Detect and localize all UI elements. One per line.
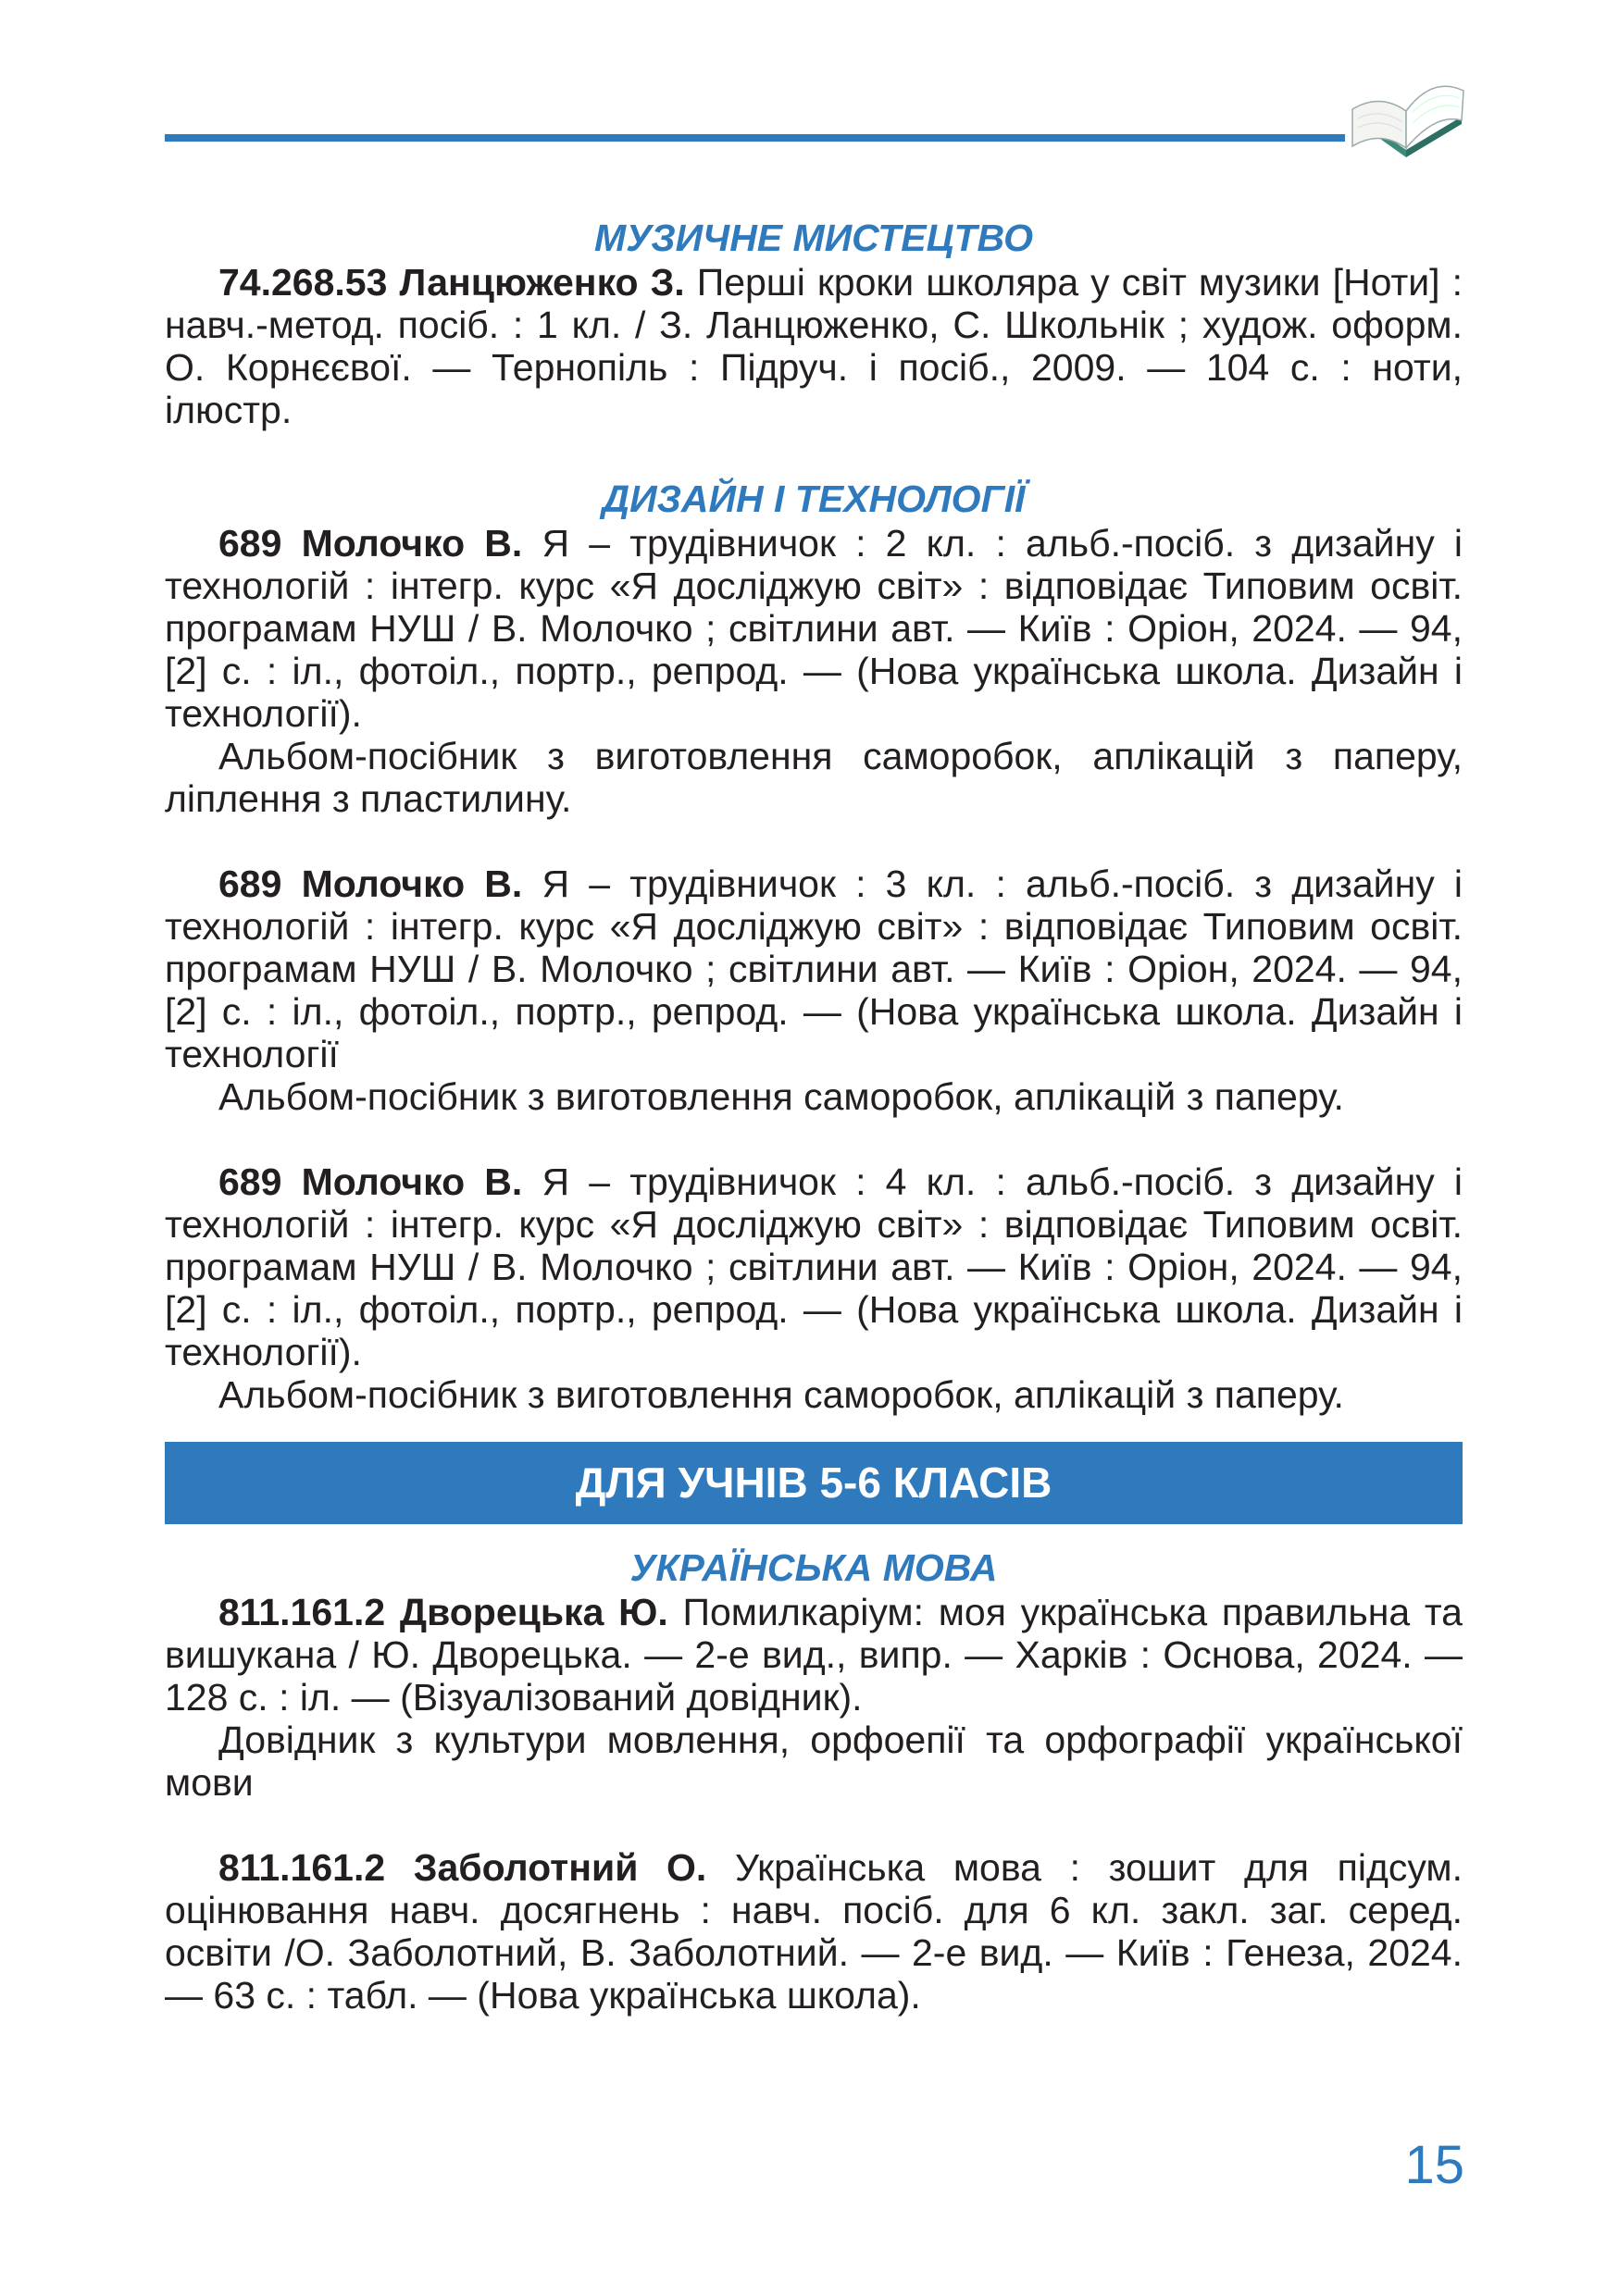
entry-author: Молочко В. <box>301 522 523 565</box>
entry-description: Я – трудівничок : 4 кл. : альб.-посіб. з дизайну і технологій : інтегр. курс «Я досліджую світ» : відповідає Типовим освіт. програмам НУШ / В. Молочко ; світлини авт. — Київ : Оріон, 2024. — 94, [2] с. : іл., фотоіл., портр., репрод. — (Нова українська школа. Дизайн і технології). <box>165 1160 1463 1373</box>
bibliography-entry <box>165 522 1463 820</box>
bibliography-entry <box>165 1846 1463 2017</box>
entry-author: Заболотний О. <box>413 1846 707 1889</box>
bibliography-entry <box>165 1591 1463 1804</box>
page-content <box>165 215 1463 2017</box>
entry-annotation: Альбом-посібник з виготовлення саморобок, аплікацій з паперу. <box>218 1373 1344 1416</box>
open-book-icon <box>1347 65 1467 167</box>
page-number: 15 <box>1404 2135 1464 2195</box>
section-title-design: ДИЗАЙН І ТЕХНОЛОГІЇ <box>602 478 1026 520</box>
bibliography-entry <box>165 863 1463 1118</box>
entry-code: 811.161.2 <box>218 1591 386 1633</box>
entry-annotation: Альбом-посібник з виготовлення саморобок, аплікацій з паперу, ліплення з пластилину. <box>165 735 1463 820</box>
entry-description: Перші кроки школяра у світ музики [Ноти] : навч.-метод. посіб. : 1 кл. / З. Ланцюженко, С. Школьнік ; худож. оформ. О. Корнєєвої. — Тернопіль : Підруч. і посіб., 2009. — 104 с. : ноти, ілюстр. <box>165 261 1463 431</box>
bibliography-entry <box>165 261 1463 431</box>
section-title-ukrainian: УКРАЇНСЬКА МОВА <box>629 1546 998 1589</box>
header-rule <box>165 134 1345 142</box>
entry-annotation: Довідник з культури мовлення, орфоепії та орфографії української мови <box>165 1719 1463 1804</box>
entry-code: 74.268.53 <box>218 261 388 304</box>
entry-code: 811.161.2 <box>218 1846 386 1889</box>
entry-author: Молочко В. <box>301 1160 523 1203</box>
entry-author: Ланцюженко З. <box>399 261 685 304</box>
entry-code: 689 <box>218 1160 282 1203</box>
entry-description: Помилкаріум: моя українська правильна та вишукана / Ю. Дворецька. — 2-е вид., випр. — Харків : Основа, 2024. — 128 с. : іл. — (Візуалізований довідник). <box>165 1591 1463 1719</box>
entry-description: Українська мова : зошит для підсум. оцінювання навч. досягнень : навч. посіб. для 6 кл. закл. заг. серед. освіти /О. Заболотний, В. Заболотний. — 2-е вид. — Київ : Генеза, 2024. — 63 с. : табл. — (Нова українська школа). <box>165 1846 1463 2017</box>
entry-code: 689 <box>218 863 282 905</box>
entry-description: Я – трудівничок : 3 кл. : альб.-посіб. з дизайну і технологій : інтегр. курс «Я досліджую світ» : відповідає Типовим освіт. програмам НУШ / В. Молочко ; світлини авт. — Київ : Оріон, 2024. — 94, [2] с. : іл., фотоіл., портр., репрод. — (Нова українська школа. Дизайн і технології <box>165 863 1463 1075</box>
entry-description: Я – трудівничок : 2 кл. : альб.-посіб. з дизайну і технологій : інтегр. курс «Я досліджую світ» : відповідає Типовим освіт. програмам НУШ / В. Молочко ; світлини авт. — Київ : Оріон, 2024. — 94, [2] с. : іл., фотоіл., портр., репрод. — (Нова українська школа. Дизайн і технології). <box>165 522 1463 735</box>
entry-annotation: Альбом-посібник з виготовлення саморобок, аплікацій з паперу. <box>218 1075 1344 1118</box>
bibliography-entry <box>165 1160 1463 1416</box>
entry-code: 689 <box>218 522 282 565</box>
grade-banner: ДЛЯ УЧНІВ 5-6 КЛАСІВ <box>165 1442 1463 1524</box>
entry-author: Молочко В. <box>301 863 523 905</box>
section-title-music: МУЗИЧНЕ МИСТЕЦТВО <box>593 217 1034 259</box>
entry-author: Дворецька Ю. <box>399 1591 668 1633</box>
